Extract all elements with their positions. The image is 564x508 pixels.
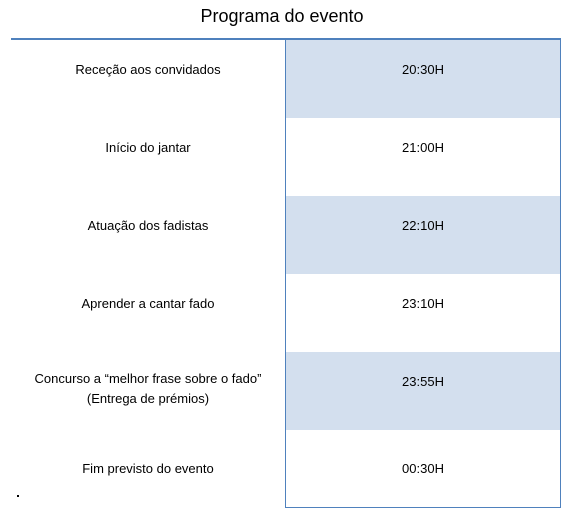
activity-cell: Fim previsto do evento <box>11 430 285 508</box>
table-row <box>11 430 561 508</box>
time-cell: 20:30H <box>285 40 561 118</box>
table-row <box>11 352 561 430</box>
time-cell: 23:55H <box>285 352 561 430</box>
time-cell: 21:00H <box>285 118 561 196</box>
table-row <box>11 40 561 118</box>
activity-cell: Receção aos convidados <box>11 40 285 118</box>
activity-cell: Aprender a cantar fado <box>11 274 285 352</box>
time-cell: 22:10H <box>285 196 561 274</box>
activity-cell: Início do jantar <box>11 118 285 196</box>
activity-cell: Atuação dos fadistas <box>11 196 285 274</box>
table-row <box>11 196 561 274</box>
activity-line-1: Concurso a “melhor frase sobre o fado” <box>34 371 262 386</box>
event-schedule-table <box>11 40 561 508</box>
text-cursor-mark <box>17 495 19 497</box>
page-title: Programa do evento <box>200 6 364 26</box>
time-cell: 00:30H <box>285 430 561 508</box>
table-row <box>11 118 561 196</box>
table-row <box>11 274 561 352</box>
activity-line-2: (Entrega de prémios) <box>86 391 210 406</box>
time-cell: 23:10H <box>285 274 561 352</box>
activity-cell <box>11 352 285 430</box>
